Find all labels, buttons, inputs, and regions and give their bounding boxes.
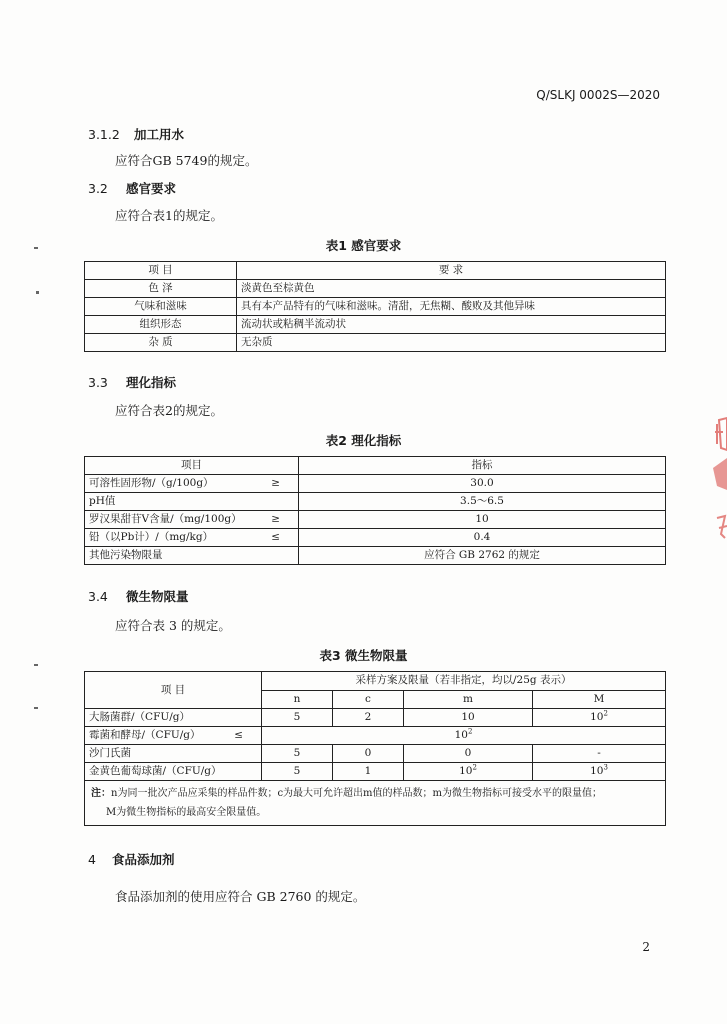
note-text: n为同一批次产品应采集的样品件数；c为最大可允许超出m值的样品数；m为微生物指标可接受水平的限量值；: [111, 788, 603, 799]
item-cell: [85, 511, 299, 529]
table-note-row: [85, 781, 666, 826]
table-3-microbial: [84, 671, 666, 826]
table-2-physicochemical: [84, 456, 666, 565]
merged-limit-cell: [262, 727, 666, 745]
section-number: 3.4: [88, 589, 108, 604]
seal-stroke: [717, 516, 727, 538]
comparison-symbol: ≤: [271, 531, 280, 543]
table-row: [85, 280, 666, 298]
table-2-caption: 表2 理化指标: [325, 433, 402, 448]
header-cell: 项目: [85, 457, 299, 475]
section-3-3-heading: [88, 373, 176, 391]
item-label: 霉菌和酵母/（CFU/g）: [89, 729, 201, 741]
table-row: [85, 475, 666, 493]
document-number: Q/SLKJ 0002S—2020: [536, 88, 660, 102]
item-cell: 沙门氏菌: [85, 745, 262, 763]
section-3-4-heading: [88, 587, 189, 605]
value-exponent: 2: [472, 763, 477, 772]
header-cell: 指标: [299, 457, 666, 475]
item-label: 铅（以Pb计）/（mg/kg）: [89, 531, 214, 543]
subheader-cell: c: [333, 690, 404, 709]
c-cell: 0: [333, 745, 404, 763]
section-title: 理化指标: [126, 375, 177, 390]
page-number: 2: [642, 940, 650, 954]
section-4-text: 食品添加剂的使用应符合 GB 2760 的规定。: [115, 889, 366, 904]
comparison-symbol: ≥: [271, 477, 280, 489]
M-cell: [533, 709, 666, 727]
table-row: [85, 334, 666, 352]
section-3-3-text: 应符合表2的规定。: [115, 403, 223, 418]
item-cell: 其他污染物限量: [85, 547, 299, 565]
subheader-cell: m: [404, 690, 533, 709]
section-3-2-heading: [88, 179, 176, 197]
scan-speck: [34, 707, 38, 709]
section-title: 感官要求: [126, 181, 177, 196]
table-header-row: [85, 457, 666, 475]
section-number: 3.2: [88, 181, 108, 196]
m-cell: 0: [404, 745, 533, 763]
M-cell: -: [533, 745, 666, 763]
item-cell: 气味和滋味: [85, 298, 237, 316]
requirement-cell: 流动状或粘稠半流动状: [237, 316, 666, 334]
table-row: [85, 709, 666, 727]
value-cell: 3.5～6.5: [299, 493, 666, 511]
value-base: 10: [590, 765, 604, 777]
value-base: 10: [459, 765, 473, 777]
table-row: [85, 763, 666, 781]
section-3-4-text: 应符合表 3 的规定。: [115, 618, 231, 633]
value-exponent: 3: [603, 763, 608, 772]
value-exponent: 2: [467, 727, 473, 736]
section-3-2-text: 应符合表1的规定。: [115, 208, 223, 223]
seal-stroke: [713, 458, 727, 490]
table-row: [85, 316, 666, 334]
section-number: 4: [88, 852, 96, 867]
value-cell: 应符合 GB 2762 的规定: [299, 547, 666, 565]
scan-speck: [36, 291, 39, 294]
section-title: 食品添加剂: [112, 852, 175, 867]
subheader-cell: M: [533, 690, 666, 709]
item-cell: 大肠菌群/（CFU/g）: [85, 709, 262, 727]
section-number: 3.3: [88, 375, 108, 390]
table-header-row: [85, 672, 666, 691]
value-cell: 0.4: [299, 529, 666, 547]
value-base: 10: [590, 711, 604, 723]
table-row: [85, 298, 666, 316]
value-cell: 10: [299, 511, 666, 529]
section-3-1-2-text: 应符合GB 5749的规定。: [115, 153, 258, 168]
header-cell: 要 求: [237, 262, 666, 280]
comparison-symbol: ≥: [271, 513, 280, 525]
item-cell: 色 泽: [85, 280, 237, 298]
table-3-caption: 表3 微生物限量: [319, 648, 408, 663]
item-label: 罗汉果甜苷V含量/（mg/100g）: [89, 513, 242, 525]
table-1-caption: 表1 感官要求: [325, 238, 402, 253]
requirement-cell: 无杂质: [237, 334, 666, 352]
item-cell: 杂 质: [85, 334, 237, 352]
section-number: 3.1.2: [88, 127, 120, 142]
m-cell: 10: [404, 709, 533, 727]
item-cell: 金黄色葡萄球菌/（CFU/g）: [85, 763, 262, 781]
value-base: 10: [454, 729, 468, 741]
item-cell: pH值: [85, 493, 299, 511]
header-cell: 项 目: [85, 672, 262, 709]
n-cell: 5: [262, 709, 333, 727]
table-row: [85, 529, 666, 547]
requirement-cell: 具有本产品特有的气味和滋味。清甜，无焦糊、酸败及其他异味: [237, 298, 666, 316]
requirement-cell: 淡黄色至棕黄色: [237, 280, 666, 298]
table-row: [85, 511, 666, 529]
m-cell: [404, 763, 533, 781]
c-cell: 2: [333, 709, 404, 727]
note-cell: [85, 781, 666, 826]
table-header-row: [85, 262, 666, 280]
scan-speck: [34, 247, 38, 249]
item-label: 可溶性固形物/（g/100g）: [89, 477, 214, 489]
section-4-heading: [88, 850, 175, 868]
note-label: 注：: [91, 788, 111, 799]
section-title: 微生物限量: [126, 589, 189, 604]
seal-stroke: [715, 418, 727, 450]
table-row: [85, 727, 666, 745]
header-cell: 项 目: [85, 262, 237, 280]
table-row: [85, 493, 666, 511]
n-cell: 5: [262, 763, 333, 781]
item-cell: [85, 475, 299, 493]
M-cell: [533, 763, 666, 781]
item-cell: 组织形态: [85, 316, 237, 334]
scan-speck: [34, 664, 38, 666]
value-cell: 30.0: [299, 475, 666, 493]
n-cell: 5: [262, 745, 333, 763]
value-exponent: 2: [603, 709, 608, 718]
group-header-cell: 采样方案及限量（若非指定，均以/25g 表示）: [262, 672, 666, 691]
table-row: [85, 547, 666, 565]
item-cell: [85, 529, 299, 547]
note-text: M为微生物指标的最高安全限量值。: [106, 807, 267, 818]
item-cell: [85, 727, 262, 745]
table-row: [85, 745, 666, 763]
seal-stamp-fragment: [709, 410, 727, 560]
table-1-sensory: [84, 261, 666, 352]
comparison-symbol: ≤: [234, 729, 243, 741]
c-cell: 1: [333, 763, 404, 781]
section-title: 加工用水: [134, 127, 185, 142]
subheader-cell: n: [262, 690, 333, 709]
section-3-1-2-heading: [88, 125, 184, 143]
